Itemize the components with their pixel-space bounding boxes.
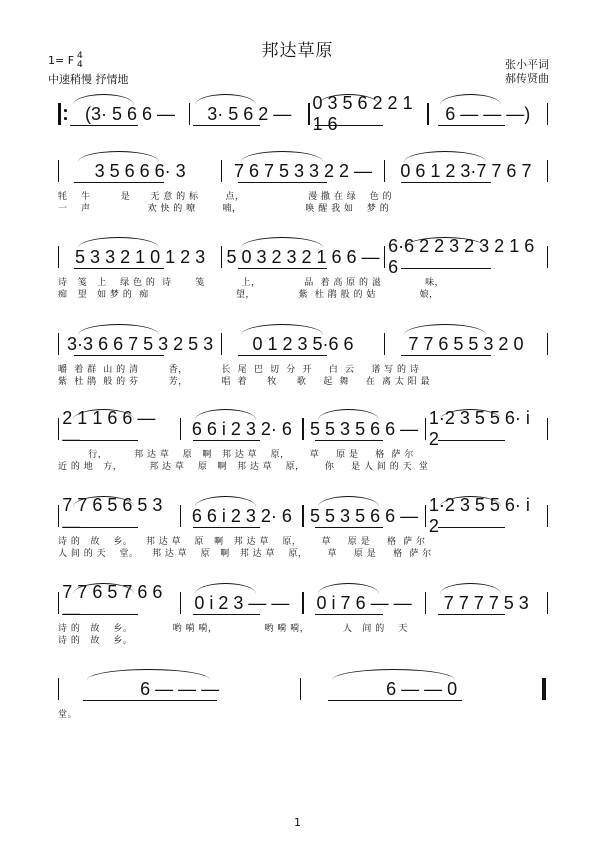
- beam-underline: [70, 527, 137, 528]
- lyric-line-2: 诗 的 故 乡。: [58, 636, 133, 646]
- measure-notes: 7 7 6 5 5 3 2 0: [408, 333, 524, 354]
- beam-underline: [238, 355, 328, 356]
- measure: [59, 247, 221, 268]
- measure-notes: 7 7 6 5 6 5 3 —: [62, 495, 163, 536]
- slur-mark: [78, 237, 160, 248]
- slur-mark: [404, 324, 486, 335]
- measure-notes: 7 6 7 5 3 3 2 2 —: [233, 160, 373, 181]
- measure-notes: 5 3 3 2 1 0 1 2 3: [75, 246, 206, 267]
- beam-underline: [315, 527, 382, 528]
- slur-mark: [195, 583, 256, 594]
- song-title: 邦达草原: [261, 41, 334, 61]
- beam-underline: [74, 355, 164, 356]
- notes-row: [58, 495, 548, 536]
- measure-notes: 1·2 3 5 5 6· i 2: [428, 495, 530, 536]
- beam-underline: [315, 440, 382, 441]
- measure-notes: (3· 5 6 6 —: [84, 103, 175, 124]
- measure-notes: 6 6 i 2 3 2· 6: [191, 418, 292, 439]
- beam-underline: [70, 125, 137, 126]
- measure: [181, 419, 302, 440]
- barline: [547, 160, 548, 182]
- lyric-line-2: 一 声 欢 快 的 嘹 喃， 唤 醒 我 如 梦 的: [58, 204, 390, 214]
- measure: [304, 419, 425, 440]
- slur-mark: [440, 583, 501, 594]
- measure: [222, 247, 384, 268]
- slur-mark: [241, 324, 323, 335]
- notes-row: [58, 333, 548, 355]
- slur-mark: [73, 94, 134, 105]
- barline: [547, 333, 548, 355]
- measure-notes: 6·6 2 2 3 2 3 2 1 6 6: [388, 236, 535, 277]
- beam-underline: [83, 700, 218, 701]
- barline: [547, 592, 548, 614]
- beam-underline: [70, 440, 137, 441]
- barline: [547, 246, 548, 268]
- score-system: [58, 582, 548, 648]
- measure-notes: 6 6 i 2 3 2· 6: [191, 505, 292, 526]
- slur-mark: [318, 583, 379, 594]
- measure-notes: 5 5 3 5 6 6 —: [310, 505, 419, 526]
- measure-notes: 0 i 7 6 — —: [316, 592, 412, 613]
- measure-notes: 6 — — —: [140, 678, 220, 699]
- beam-underline: [438, 440, 505, 441]
- page-number: 1: [294, 816, 301, 829]
- measure-notes: 0 1 2 3 5·6 6: [252, 333, 354, 354]
- beam-underline: [401, 182, 491, 183]
- beam-underline: [193, 125, 260, 126]
- measure-notes: 3· 5 6 2 —: [207, 103, 292, 124]
- notes-row: [58, 236, 548, 277]
- notes-row: [58, 93, 548, 134]
- measure-notes: 2 1 1 6 6 — —: [62, 408, 156, 449]
- beam-underline: [74, 268, 164, 269]
- lyric-line-1: 堂。: [58, 710, 78, 720]
- measure: [181, 593, 302, 614]
- measure-notes: 1·2 3 5 5 6· i 2: [428, 408, 530, 449]
- measure: [385, 334, 547, 355]
- beam-underline: [193, 614, 260, 615]
- slur-mark: [440, 94, 501, 105]
- measure: [301, 679, 542, 700]
- slur-mark: [195, 409, 256, 420]
- measure-notes: 6 — — 0: [386, 678, 458, 699]
- measure-notes: 3 5 6 6 6· 3: [94, 160, 186, 181]
- lyric-line-1: 诗 的 故 乡。 邦 达 草 原 啊 邦 达 草 原， 草 原 是 格 萨 尔: [58, 537, 426, 547]
- beam-underline: [193, 440, 260, 441]
- time-signature: 4 4: [77, 51, 83, 70]
- notes-row: [58, 678, 548, 700]
- barline: [547, 103, 548, 125]
- measure: [181, 506, 302, 527]
- measure-notes: 6 — — —): [445, 103, 531, 124]
- slur-mark: [241, 237, 323, 248]
- slur-mark: [332, 669, 455, 680]
- measure-notes: 3·3 6 6 7 5 3 2 5 3: [67, 333, 214, 354]
- measure: [304, 506, 425, 527]
- beam-underline: [74, 182, 164, 183]
- lyricist: 张小平词: [505, 58, 549, 71]
- slur-mark: [87, 669, 210, 680]
- lyric-line-2: 人 间 的 天 堂。 邦 达 草 原 啊 邦 达 草 原， 草 原 是 格 萨 尔: [58, 549, 432, 559]
- beam-underline: [238, 182, 328, 183]
- slur-mark: [318, 409, 379, 420]
- measure: [426, 593, 547, 614]
- composer: 郝传贤曲: [505, 72, 549, 85]
- beam-underline: [438, 527, 505, 528]
- repeat-barline: [58, 103, 71, 125]
- beam-underline: [315, 614, 382, 615]
- score-system: [58, 408, 548, 474]
- slur-mark: [195, 496, 256, 507]
- measure-notes: 0 i 2 3 — —: [194, 592, 290, 613]
- lyric-line-2: 痴 望 如 梦 的 痴 望， 紫 杜 鹃 般 的 姑 娘，: [58, 290, 439, 300]
- measure: [59, 334, 221, 355]
- beam-underline: [238, 268, 328, 269]
- measure: [222, 161, 384, 182]
- measure: [190, 104, 308, 125]
- measure: [71, 104, 189, 125]
- score-system: [58, 160, 548, 216]
- beam-underline: [438, 125, 505, 126]
- barline: [547, 418, 548, 440]
- beam-underline: [70, 614, 137, 615]
- lyric-line-2: 紫 杜 鹃 般 的 芬 芳， 唱 着 牧 歌 起 舞 在 离 太 阳 最: [58, 377, 431, 387]
- beam-underline: [401, 355, 491, 356]
- measure: [59, 161, 221, 182]
- barline: [547, 505, 548, 527]
- beam-underline: [328, 700, 463, 701]
- beam-underline: [315, 125, 382, 126]
- measure-notes: 0 6 1 2 3·7 7 6 7: [400, 160, 532, 181]
- lyric-line-1: 行， 邦 达 草 原 啊 邦 达 草 原， 草 原 是 格 萨 尔: [58, 450, 414, 460]
- measure: [385, 161, 547, 182]
- lyric-line-1: 诗 的 故 乡。 哟 嗬 嗬， 哟 嗬 嗬， 人 间 的 天: [58, 624, 408, 634]
- slur-mark: [195, 94, 256, 105]
- key-signature: [48, 52, 83, 70]
- score-system: [58, 333, 548, 389]
- lyric-line-1: 牦 牛 是 无 意 的 标 点， 漫 撒 在 绿 色 的: [58, 192, 393, 202]
- measure-notes: 7 7 7 7 5 3: [443, 592, 529, 613]
- key-label: 1= F: [48, 54, 75, 67]
- lyric-line-1: 嚼 着 群 山 的 清 香， 长 尾 巴 切 分 开 白 云 谱 写 的 诗: [58, 365, 420, 375]
- slur-mark: [318, 496, 379, 507]
- beam-underline: [401, 268, 491, 269]
- notes-row: [58, 160, 548, 182]
- score-system: [58, 236, 548, 302]
- lyric-line-1: 诗 笺 上 绿 色 的 诗 笺 上， 品 着 高 原 的 滋 味，: [58, 278, 445, 288]
- final-barline: [542, 678, 548, 700]
- measure-notes: 5 0 3 2 3 2 1 6 6 —: [226, 246, 380, 267]
- slur-mark: [78, 324, 160, 335]
- measure: [59, 679, 300, 700]
- notes-row: [58, 582, 548, 623]
- measure: [304, 593, 425, 614]
- score-system: [58, 678, 548, 734]
- credits: [505, 58, 549, 86]
- tempo-marking: 中速稍慢 抒情地: [48, 73, 129, 86]
- measure: [429, 104, 547, 125]
- lyric-line-2: 近 的 地 方， 邦 达 草 原 啊 邦 达 草 原， 你 是 人 间 的 天 堂: [58, 462, 429, 472]
- notes-row: [58, 408, 548, 449]
- score-system: [58, 495, 548, 561]
- measure-notes: 0 3 5 6 2 2 1 1 6: [312, 93, 413, 134]
- beam-underline: [193, 527, 260, 528]
- measure: [222, 334, 384, 355]
- measure-notes: 7 7 6 5 7 6 6 —: [62, 582, 163, 623]
- beam-underline: [438, 614, 505, 615]
- measure-notes: 5 5 3 5 6 6 —: [310, 418, 419, 439]
